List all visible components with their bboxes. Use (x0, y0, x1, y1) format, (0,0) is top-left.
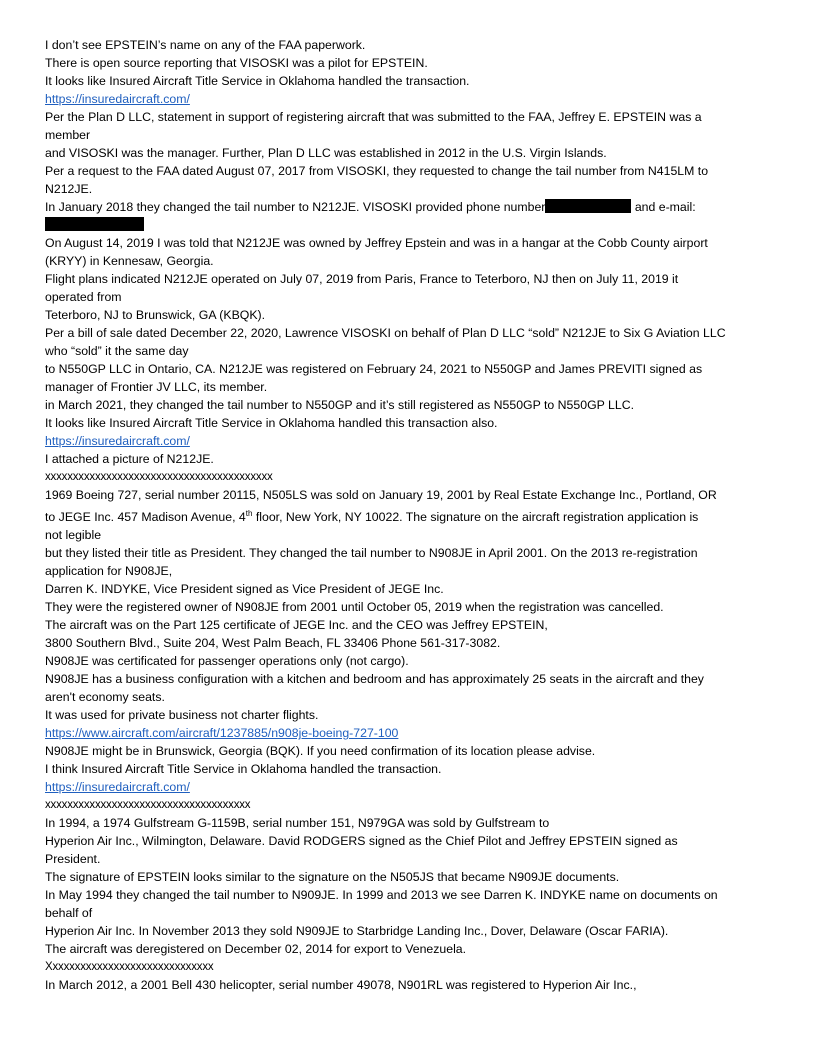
document-body (45, 36, 775, 994)
text-line: application for N908JE, (45, 564, 173, 578)
text-line: N212JE. (45, 182, 93, 196)
separator-line: Xxxxxxxxxxxxxxxxxxxxxxxxxxxxxx (45, 961, 214, 973)
text-line: Flight plans indicated N212JE operated on July 07, 2019 from Paris, France to Teterboro, NJ then on July 11, 2019 it (45, 272, 679, 286)
text-line: N908JE was certificated for passenger operations only (not cargo). (45, 654, 409, 668)
text-line: member (45, 128, 91, 142)
superscript: th (245, 508, 253, 518)
redacted-phone-block (545, 199, 631, 213)
redacted-email-block (45, 217, 144, 231)
text-segment: and e-mail: (634, 200, 696, 214)
text-line: and VISOSKI was the manager. Further, Plan D LLC was established in 2012 in the U.S. Virgin Islands. (45, 146, 607, 160)
text-line: Hyperion Air Inc. In November 2013 they sold N909JE to Starbridge Landing Inc., Dover, Delaware (Oscar FARIA). (45, 924, 669, 938)
text-segment: to JEGE Inc. 457 Madison Avenue, 4 (45, 510, 246, 524)
text-segment: floor, New York, NY 10022. The signature on the aircraft registration application is (252, 510, 699, 524)
text-line: Per the Plan D LLC, statement in support of registering aircraft that was submitted to the FAA, Jeffrey E. EPSTEIN was a (45, 110, 702, 124)
text-line: Per a request to the FAA dated August 07, 2017 from VISOSKI, they requested to change the tail number from N415LM to (45, 164, 709, 178)
text-line: On August 14, 2019 I was told that N212JE was owned by Jeffrey Epstein and was in a hangar at the Cobb County airport (45, 236, 708, 250)
text-line: (KRYY) in Kennesaw, Georgia. (45, 254, 214, 268)
text-line: Darren K. INDYKE, Vice President signed as Vice President of JEGE Inc. (45, 582, 444, 596)
text-line: N908JE has a business configuration with a kitchen and bedroom and has approximately 25 seats in the aircraft and they (45, 672, 704, 686)
text-line: but they listed their title as President. They changed the tail number to N908JE in April 2001. On the 2013 re-registration (45, 546, 698, 560)
insuredaircraft-link[interactable]: https://insuredaircraft.com/ (45, 780, 190, 794)
text-line: I attached a picture of N212JE. (45, 452, 214, 466)
text-line: It looks like Insured Aircraft Title Service in Oklahoma handled the transaction. (45, 74, 470, 88)
insuredaircraft-link[interactable]: https://insuredaircraft.com/ (45, 434, 190, 448)
text-line: In May 1994 they changed the tail number to N909JE. In 1999 and 2013 we see Darren K. INDYKE name on documents on (45, 888, 718, 902)
text-line: operated from (45, 290, 122, 304)
text-line: It looks like Insured Aircraft Title Service in Oklahoma handled this transaction also. (45, 416, 498, 430)
text-line: In 1994, a 1974 Gulfstream G-1159B, serial number 151, N979GA was sold by Gulfstream to (45, 816, 550, 830)
text-line: I don’t see EPSTEIN’s name on any of the FAA paperwork. (45, 38, 366, 52)
text-line: behalf of (45, 906, 93, 920)
text-line: aren't economy seats. (45, 690, 165, 704)
separator-line: xxxxxxxxxxxxxxxxxxxxxxxxxxxxxxxxxxxxxxxxx (45, 471, 273, 483)
text-line: There is open source reporting that VISOSKI was a pilot for EPSTEIN. (45, 56, 428, 70)
text-line: President. (45, 852, 101, 866)
text-line (45, 198, 775, 216)
text-line: Per a bill of sale dated December 22, 2020, Lawrence VISOSKI on behalf of Plan D LLC “sold” N212JE to Six G Aviation LLC (45, 326, 726, 340)
text-line: to N550GP LLC in Ontario, CA. N212JE was registered on February 24, 2021 to N550GP and James PREVITI signed as (45, 362, 703, 376)
text-line: The aircraft was on the Part 125 certificate of JEGE Inc. and the CEO was Jeffrey EPSTEIN, (45, 618, 548, 632)
text-line: I think Insured Aircraft Title Service in Oklahoma handled the transaction. (45, 762, 442, 776)
text-line: Teterboro, NJ to Brunswick, GA (KBQK). (45, 308, 266, 322)
text-line: They were the registered owner of N908JE from 2001 until October 05, 2019 when the registration was cancelled. (45, 600, 664, 614)
insuredaircraft-link[interactable]: https://insuredaircraft.com/ (45, 92, 190, 106)
text-line: manager of Frontier JV LLC, its member. (45, 380, 268, 394)
text-line (45, 216, 775, 234)
text-line: 3800 Southern Blvd., Suite 204, West Palm Beach, FL 33406 Phone 561-317-3082. (45, 636, 501, 650)
text-line: Hyperion Air Inc., Wilmington, Delaware. David RODGERS signed as the Chief Pilot and Jeffrey EPSTEIN signed as (45, 834, 678, 848)
separator-line: xxxxxxxxxxxxxxxxxxxxxxxxxxxxxxxxxxxxx (45, 799, 251, 811)
text-line: N908JE might be in Brunswick, Georgia (BQK). If you need confirmation of its location please advise. (45, 744, 596, 758)
text-line: not legible (45, 528, 102, 542)
text-line (45, 504, 775, 526)
text-line: The aircraft was deregistered on December 02, 2014 for export to Venezuela. (45, 942, 467, 956)
text-line: 1969 Boeing 727, serial number 20115, N505LS was sold on January 19, 2001 by Real Estate Exchange Inc., Portland, OR (45, 488, 717, 502)
text-segment: In January 2018 they changed the tail number to N212JE. VISOSKI provided phone number (45, 200, 546, 214)
text-line: who “sold” it the same day (45, 344, 189, 358)
text-line: In March 2012, a 2001 Bell 430 helicopter, serial number 49078, N901RL was registered to Hyperion Air Inc., (45, 978, 637, 992)
text-line: It was used for private business not charter flights. (45, 708, 319, 722)
aircraft-listing-link[interactable]: https://www.aircraft.com/aircraft/1237885/n908je-boeing-727-100 (45, 726, 399, 740)
text-line: The signature of EPSTEIN looks similar to the signature on the N505JS that became N909JE documents. (45, 870, 620, 884)
text-line: in March 2021, they changed the tail number to N550GP and it’s still registered as N550GP to N550GP LLC. (45, 398, 635, 412)
